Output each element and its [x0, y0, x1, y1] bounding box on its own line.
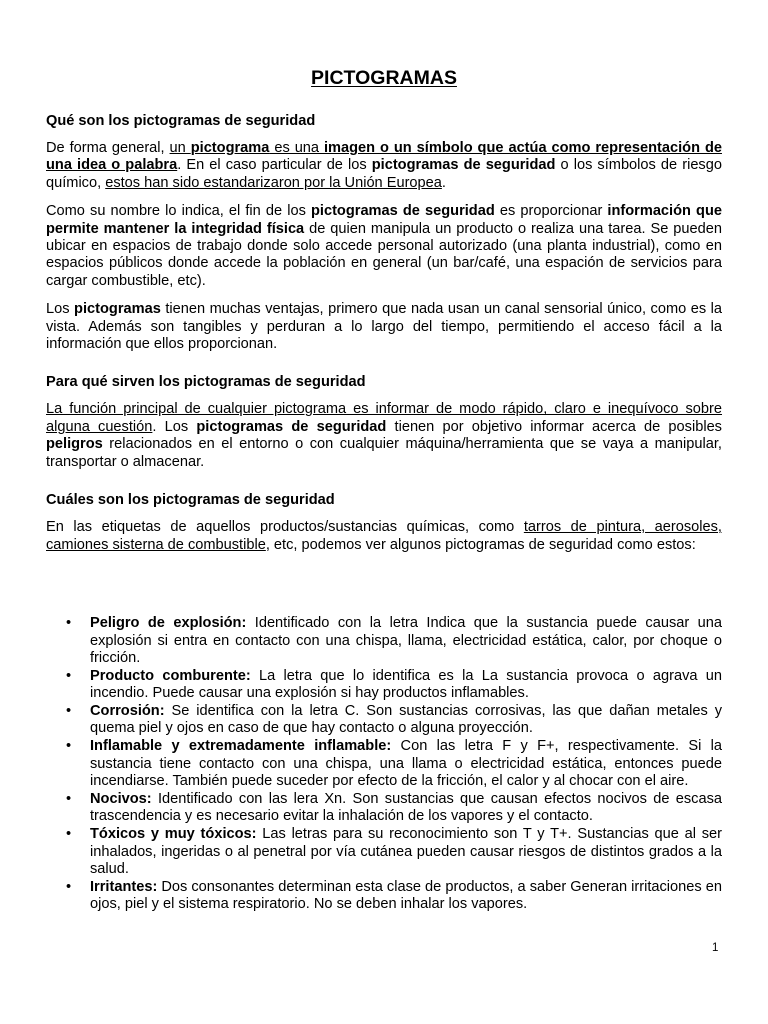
section-heading-que-son: Qué son los pictogramas de seguridad [46, 113, 316, 129]
bullet-icon: • [66, 826, 72, 843]
page-number: 1 [712, 942, 719, 954]
list-item-corrosion: • Corrosión: Se identifica con la letra C. Son sustancias corrosivas, las que dañan metales y quema piel y ojos en caso de que hay contacto o alguna proyección. [66, 702, 722, 737]
list-item-toxicos: • Tóxicos y muy tóxicos: Las letras para su reconocimiento son T y T+. Sustancias que al ser inhalados, ingeridas o al penetral por vía cutánea pueden causar riesgos de distintos grados a la salud. [66, 826, 723, 878]
paragraph-definicion: De forma general, un pictograma es una imagen o un símbolo que actúa como representación de una idea o palabra. En el caso particular de los pictogramas de seguridad o los símbolos de riesgo químico, estos han sido estandarizaron por la Unión Europea. [46, 140, 722, 191]
list-item-irritantes: • Irritantes: Dos consonantes determinan esta clase de productos, a saber Generan irritaciones en ojos, piel y el sistema respiratorio. No se deben inhalar los vapores. [66, 878, 722, 913]
paragraph-ventajas: Los pictogramas tienen muchas ventajas, primero que nada usan un canal sensorial único, como es la vista. Además son tangibles y perduran a lo largo del tiempo, permitiendo el acceso fácil a la información que ellos proporcionan. [46, 301, 723, 353]
list-item-inflamable: • Inflamable y extremadamente inflamable: Con las letra F y F+, respectivamente. Si la sustancia tiene contacto con una chispa, una llama o electricidad estática, entonces puede incendiarse. También puede suceder por efecto de la fricción, el calor y al chocar con el aire. [66, 738, 722, 790]
bullet-icon: • [66, 738, 72, 755]
bullet-icon: • [66, 790, 72, 807]
paragraph-funcion: La función principal de cualquier pictograma es informar de modo rápido, claro e inequívoco sobre alguna cuestión. Los pictogramas de seguridad tienen por objetivo informar acerca de posibles peligros relacionados en el entorno o con cualquier máquina/herramienta que se vaya a manipular, transportar o almacenar. [46, 401, 722, 470]
pictogram-list [46, 615, 722, 914]
paragraph-finalidad: Como su nombre lo indica, el fin de los pictogramas de seguridad es proporcionar información que permite mantener la integridad física de quien manipula un producto o realiza una tarea. Se pueden ubicar en espacios de trabajo donde solo accede personal autorizado (una planta industrial), como en espacios públicos donde accede la población en general (un bar/café, una espación de servicios para cargar combustible, etc). [46, 203, 722, 289]
page-title: PICTOGRAMAS [311, 67, 457, 89]
list-item-explosion: • Peligro de explosión: Identificado con la letra Indica que la sustancia puede causar una explosión si entra en contacto con una chispa, llama, electricidad estática, calor, por choque o fricción. [66, 614, 723, 667]
bullet-icon: • [66, 614, 72, 631]
list-item-nocivos: • Nocivos: Identificado con las lera Xn. Son sustancias que causan efectos nocivos de escasa trascendencia y es necesario evitar la inhalación de los vapores y el contacto. [66, 790, 722, 825]
paragraph-etiquetas: En las etiquetas de aquellos productos/sustancias químicas, como tarros de pintura, aerosoles, camiones sisterna de combustible, etc, podemos ver algunos pictogramas de seguridad como estos: [46, 519, 722, 553]
list-item-comburente: • Producto comburente: La letra que lo identifica es la La sustancia provoca o agrava un incendio. Puede causar una explosión si hay productos inflamables. [66, 667, 723, 702]
bullet-icon: • [66, 702, 72, 719]
section-heading-para-que: Para qué sirven los pictogramas de seguridad [46, 374, 366, 391]
page-content [46, 64, 722, 914]
bullet-icon: • [66, 667, 72, 684]
bullet-icon: • [66, 878, 72, 895]
section-heading-cuales: Cuáles son los pictogramas de seguridad [46, 492, 335, 509]
